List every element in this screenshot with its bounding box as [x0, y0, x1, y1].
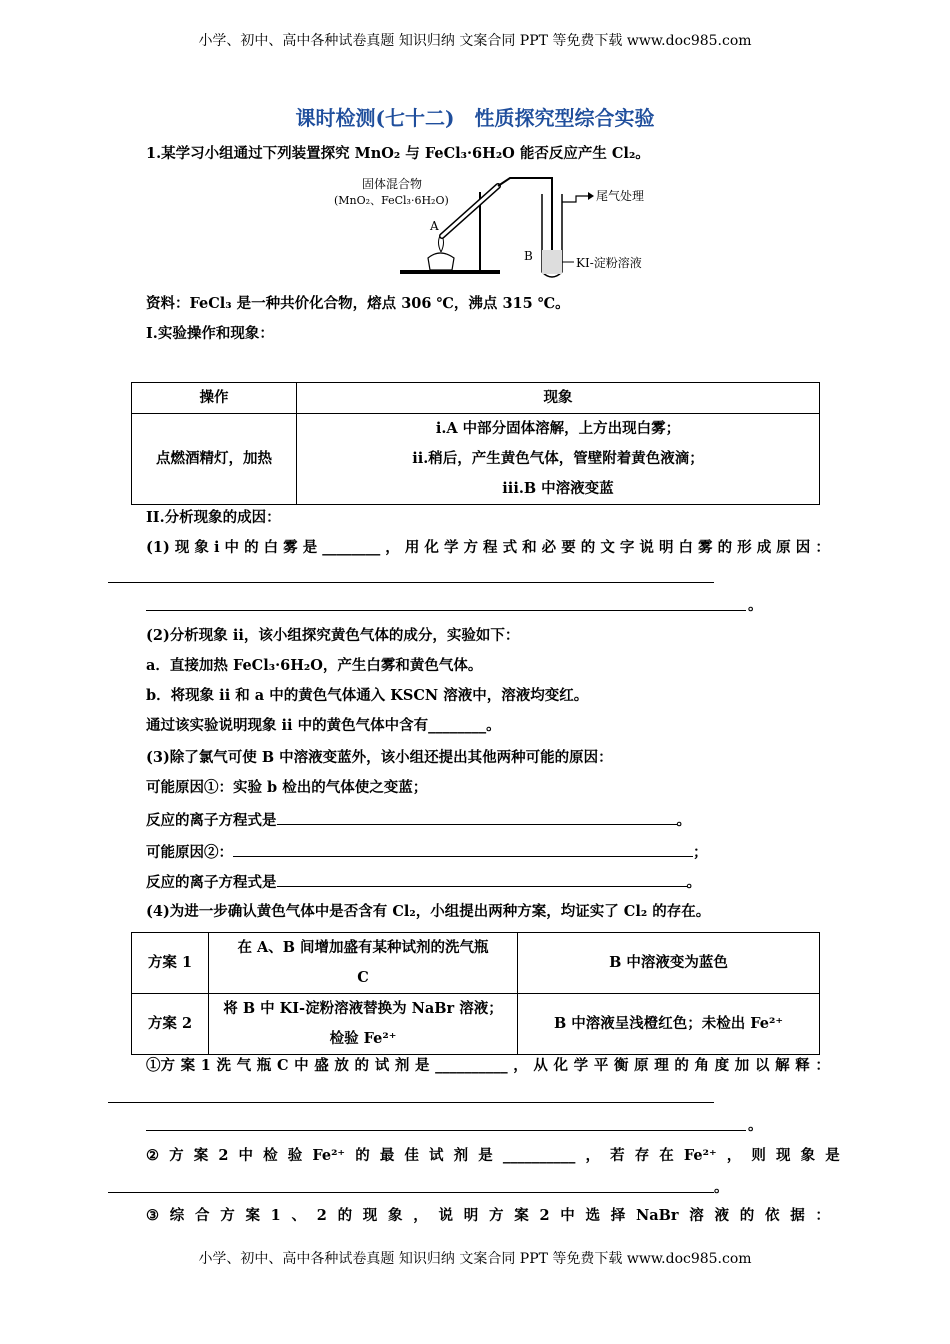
- text-token: 成: [756, 539, 772, 556]
- text-token: 平: [593, 1057, 609, 1074]
- reason2-blank[interactable]: [233, 842, 693, 857]
- text-token: 现: [362, 1207, 378, 1224]
- text-token: ：: [815, 1057, 830, 1074]
- figure-label-tail: 尾气处理: [596, 189, 645, 203]
- text-token: 溶: [689, 1207, 704, 1224]
- text-token: 中: [224, 539, 240, 556]
- text-token: ，: [413, 1207, 428, 1224]
- period-mark: 。: [686, 874, 701, 891]
- text-token: 验: [287, 1147, 303, 1164]
- question-2-3-reason-1: 可能原因①：实验 b 检出的气体使之变蓝；: [146, 779, 428, 796]
- plan-1-op-line1: 在 A、B 间增加盛有某种试剂的洗气瓶: [237, 939, 489, 956]
- period-mark: 。: [748, 1117, 763, 1134]
- plan-2-op-line1: 将 B 中 KI-淀粉溶液替换为 NaBr 溶液；: [223, 1000, 503, 1017]
- plan-1-name: 方案 1: [132, 933, 209, 994]
- table-cell-operation: 点燃酒精灯，加热: [132, 414, 297, 505]
- text-token: 的: [244, 539, 259, 556]
- period-mark: 。: [748, 597, 763, 614]
- text-token: 式: [502, 539, 518, 556]
- question-2-3-intro: (3)除了氯气可使 B 中溶液变蓝外，该小组还提出其他两种可能的原因：: [146, 749, 613, 766]
- text-token: 则: [751, 1147, 766, 1164]
- text-token: 明: [658, 539, 674, 556]
- text-token: 化: [424, 539, 439, 556]
- text-token: 检: [263, 1147, 278, 1164]
- text-token: 现: [174, 539, 190, 556]
- text-token: 象: [800, 1147, 816, 1164]
- text-token: 衡: [613, 1057, 629, 1074]
- text-token: i: [213, 539, 220, 556]
- text-token: 雾: [698, 539, 713, 556]
- plan-2-name: 方案 2: [132, 994, 209, 1055]
- fill-blank[interactable]: __________: [502, 1147, 576, 1164]
- question-2-1-line: [146, 538, 830, 558]
- text-token: 雾: [283, 539, 298, 556]
- plan-2-operation: [209, 994, 518, 1055]
- text-token: 形: [737, 539, 752, 556]
- figure-label-A: A: [430, 219, 439, 233]
- text-token: 是: [414, 1057, 430, 1074]
- text-token: 案: [514, 1207, 529, 1224]
- text-token: 必: [541, 539, 557, 556]
- phenomenon-ii: ii.稍后，产生黄色气体，管壁附着黄色液滴；: [412, 450, 704, 467]
- table-cell-phenomena: [297, 414, 820, 505]
- eq2-label: 反应的离子方程式是: [146, 874, 277, 891]
- figure-label-ki: KI-淀粉溶液: [576, 256, 642, 270]
- text-token: 是: [825, 1147, 840, 1164]
- text-token: 因: [795, 539, 811, 556]
- text-token: 学: [573, 1057, 589, 1074]
- plan-1-result: B 中溶液变为蓝色: [518, 933, 820, 994]
- text-token: 用: [404, 539, 420, 556]
- text-token: Fe²⁺: [312, 1147, 346, 1164]
- text-token: 选: [585, 1207, 600, 1224]
- plan-1-op-line2: C: [357, 969, 369, 986]
- text-token: 1: [200, 1057, 211, 1074]
- page-title: 课时检测(七十二) 性质探究型综合实验: [295, 106, 655, 130]
- text-token: ，: [513, 1057, 528, 1074]
- text-token: 择: [610, 1207, 626, 1224]
- text-token: 据: [790, 1207, 805, 1224]
- text-token: 方: [463, 539, 478, 556]
- text-token: 学: [443, 539, 459, 556]
- text-token: 角: [694, 1057, 710, 1074]
- text-token: ：: [815, 539, 830, 556]
- text-token: ③: [146, 1207, 159, 1224]
- text-token: 方: [488, 1207, 504, 1224]
- eq1-label: 反应的离子方程式是: [146, 812, 277, 829]
- text-token: 的: [355, 1147, 370, 1164]
- text-token: 中: [238, 1147, 254, 1164]
- answer-line[interactable]: [146, 1130, 746, 1131]
- text-token: 合: [194, 1207, 210, 1224]
- text-token: 佳: [404, 1147, 419, 1164]
- text-token: ，: [385, 539, 400, 556]
- question-2-3-eq1: [146, 810, 691, 831]
- text-token: 的: [739, 1207, 755, 1224]
- text-token: 现: [775, 1147, 791, 1164]
- text-token: C: [276, 1057, 289, 1074]
- text-token: 液: [714, 1207, 729, 1224]
- text-token: 字: [619, 539, 635, 556]
- exhaust-tube: [562, 196, 588, 202]
- text-token: 文: [600, 539, 615, 556]
- text-token: 瓶: [256, 1057, 272, 1074]
- text-token: 案: [245, 1207, 260, 1224]
- text-token: 的: [717, 539, 733, 556]
- table-header-phenomenon: 现象: [297, 383, 820, 414]
- text-token: 依: [764, 1207, 780, 1224]
- answer-line[interactable]: [108, 582, 714, 583]
- semicolon-mark: ；: [693, 844, 708, 861]
- text-token: 白: [263, 539, 279, 556]
- text-token: 从: [533, 1057, 548, 1074]
- text-token: NaBr: [635, 1207, 679, 1224]
- section-2-heading: II.分析现象的成因：: [146, 509, 281, 526]
- text-token: 案: [180, 1057, 196, 1074]
- text-token: 和: [522, 539, 537, 556]
- ki-solution: [542, 250, 562, 274]
- apparatus-figure: [330, 172, 660, 284]
- text-token: 洗: [216, 1057, 232, 1074]
- answer-line[interactable]: [108, 1192, 714, 1193]
- text-token: 放: [334, 1057, 349, 1074]
- text-token: 象: [388, 1207, 403, 1224]
- text-token: 试: [374, 1057, 390, 1074]
- text-token: 综: [169, 1207, 185, 1224]
- question-2-3-eq2: [146, 872, 701, 893]
- question-2-4-intro: (4)为进一步确认黄色气体中是否含有 Cl₂，小组提出两种方案，均证实了 Cl₂ 的存在。: [146, 903, 711, 920]
- phenomenon-i: i.A 中部分固体溶解，上方出现白雾；: [435, 420, 681, 437]
- text-token: 解: [775, 1057, 790, 1074]
- question-4-1-line: [146, 1056, 830, 1076]
- answer-line[interactable]: [146, 610, 746, 611]
- figure-label-mixture: 固体混合物: [362, 177, 423, 191]
- text-token: 剂: [453, 1147, 469, 1164]
- text-token: ，: [726, 1147, 742, 1164]
- text-token: 说: [639, 539, 654, 556]
- period-mark: 。: [714, 1179, 729, 1196]
- text-token: 中: [560, 1207, 575, 1224]
- text-token: 是: [302, 539, 318, 556]
- fill-blank[interactable]: ________: [322, 539, 381, 556]
- plan-2-result: B 中溶液呈浅橙红色；未检出 Fe²⁺: [518, 994, 820, 1055]
- text-token: 的: [354, 1057, 370, 1074]
- text-token: 原: [776, 539, 791, 556]
- figure-label-mixture-formula: (MnO₂、FeCl₃·6H₂O): [334, 194, 449, 207]
- text-token: 象: [194, 539, 209, 556]
- section-1-heading: I.实验操作和现象：: [146, 325, 274, 342]
- text-token: 中: [294, 1057, 309, 1074]
- table-header-operation: 操作: [132, 383, 297, 414]
- text-token: 试: [429, 1147, 444, 1164]
- page-header: 小学、初中、高中各种试卷真题 知识归纳 文案合同 PPT 等免费下载 www.doc985.com: [198, 33, 752, 49]
- text-token: 是: [478, 1147, 493, 1164]
- text-token: 明: [463, 1207, 479, 1224]
- text-token: 方: [169, 1147, 184, 1164]
- text-token: (1): [146, 539, 170, 556]
- alcohol-lamp: [428, 253, 454, 270]
- plan-2-op-line2: 检验 Fe²⁺: [329, 1030, 397, 1047]
- text-token: 气: [236, 1057, 252, 1074]
- eq2-blank[interactable]: [277, 872, 687, 887]
- text-token: 方: [220, 1207, 235, 1224]
- text-token: 1: [270, 1207, 281, 1224]
- text-token: 2: [316, 1207, 327, 1224]
- answer-line[interactable]: [108, 1102, 714, 1103]
- question-2-2-b: b．将现象 ii 和 a 中的黄色气体通入 KSCN 溶液中，溶液均变红。: [146, 687, 589, 704]
- text-token: 程: [483, 539, 498, 556]
- text-token: 2: [218, 1147, 229, 1164]
- text-token: 、: [291, 1207, 306, 1224]
- question-2-2-intro: (2)分析现象 ii，该小组探究黄色气体的成分，实验如下：: [146, 627, 520, 644]
- text-token: 化: [553, 1057, 569, 1074]
- stand-base: [400, 270, 500, 274]
- text-token: 剂: [394, 1057, 410, 1074]
- text-token: ：: [815, 1207, 830, 1224]
- text-token: 释: [795, 1057, 810, 1074]
- text-token: 在: [659, 1147, 674, 1164]
- figure-label-B: B: [524, 249, 533, 263]
- text-token: 盛: [314, 1057, 329, 1074]
- text-token: 要: [561, 539, 576, 556]
- text-token: 白: [678, 539, 693, 556]
- text-token: ，: [585, 1147, 600, 1164]
- question-2-3-reason-2: [146, 842, 708, 863]
- text-token: ①方: [146, 1057, 175, 1074]
- eq1-blank[interactable]: [277, 810, 677, 825]
- info-note: 资料：FeCl₃ 是一种共价化合物，熔点 306 ℃，沸点 315 ℃。: [146, 295, 570, 312]
- text-token: 若: [610, 1147, 625, 1164]
- text-token: 存: [634, 1147, 650, 1164]
- text-token: ②: [146, 1147, 159, 1164]
- question-2-2-c: 通过该实验说明现象 ii 中的黄色气体中含有________。: [146, 717, 501, 734]
- text-token: 以: [754, 1057, 770, 1074]
- table-observations: [131, 382, 820, 505]
- question-1-intro: 1.某学习小组通过下列装置探究 MnO₂ 与 FeCl₃·6H₂O 能否反应产生 Cl₂。: [146, 145, 650, 162]
- text-token: 最: [379, 1147, 395, 1164]
- text-token: 加: [734, 1057, 750, 1074]
- question-2-2-a: a．直接加热 FeCl₃·6H₂O，产生白雾和黄色气体。: [146, 657, 483, 674]
- question-4-2-line: [146, 1146, 840, 1166]
- text-token: 度: [714, 1057, 730, 1074]
- page-footer: 小学、初中、高中各种试卷真题 知识归纳 文案合同 PPT 等免费下载 www.doc985.com: [198, 1251, 752, 1267]
- text-token: 2: [539, 1207, 550, 1224]
- text-token: 的: [580, 539, 596, 556]
- text-token: 案: [193, 1147, 209, 1164]
- question-4-3-line: [146, 1206, 830, 1226]
- table-plans: [131, 932, 820, 1055]
- text-token: 的: [674, 1057, 689, 1074]
- plan-1-operation: [209, 933, 518, 994]
- phenomenon-iii: iii.B 中溶液变蓝: [502, 480, 614, 497]
- reason2-label: 可能原因②：: [146, 844, 233, 861]
- text-token: 说: [438, 1207, 453, 1224]
- fill-blank[interactable]: __________: [435, 1057, 508, 1074]
- text-token: 理: [654, 1057, 669, 1074]
- text-token: Fe²⁺: [683, 1147, 717, 1164]
- period-mark: 。: [676, 812, 691, 829]
- text-token: 原: [634, 1057, 649, 1074]
- text-token: 的: [337, 1207, 353, 1224]
